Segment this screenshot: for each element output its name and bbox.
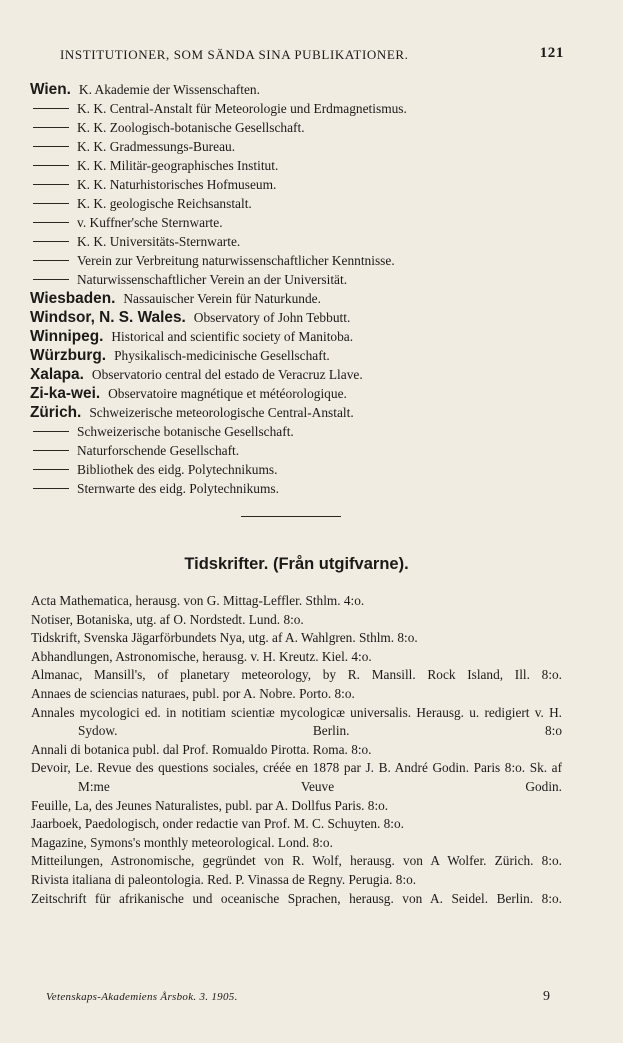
institution-entry — [30, 156, 570, 175]
ditto-dash — [33, 431, 69, 432]
institution-name: Historical and scientific society of Manitoba. — [111, 329, 354, 344]
ditto-dash — [33, 146, 69, 147]
journal-entry: Annales mycologici ed. in notitiam scientiæ mycologicæ universalis. Herausg. u. redigiert v. H. Sydow. Berlin. 8:o — [31, 704, 562, 739]
journal-entry: Abhandlungen, Astronomische, herausg. v. H. Kreutz. Kiel. 4:o. — [31, 648, 372, 664]
journal-entry: Jaarboek, Paedologisch, onder redactie van Prof. M. C. Schuyten. 8:o. — [31, 816, 404, 832]
institution-entry — [30, 403, 570, 422]
institution-entry — [30, 194, 570, 213]
institution-name: Sternwarte des eidg. Polytechnikums. — [77, 481, 279, 496]
institution-name: K. K. Central-Anstalt für Meteorologie und Erdmagnetismus. — [77, 101, 407, 116]
institution-name: Nassauischer Verein für Naturkunde. — [123, 291, 321, 306]
institution-name: Verein zur Verbreitung naturwissenschaftlicher Kenntnisse. — [77, 253, 395, 268]
ditto-dash — [33, 203, 69, 204]
journal-entry: Zeitschrift für afrikanische und oceanische Sprachen, herausg. von A. Seidel. Berlin. 8:o. — [31, 890, 562, 906]
institution-name: K. K. geologische Reichsanstalt. — [77, 196, 252, 211]
institution-name: Naturwissenschaftlicher Verein an der Universität. — [77, 272, 348, 287]
journal-entry: Mitteilungen, Astronomische, gegründet von R. Wolf, herausg. von A Wolfer. Zürich. 8:o. — [31, 853, 562, 869]
ditto-dash — [33, 260, 69, 261]
ditto-dash — [33, 469, 69, 470]
ditto-dash — [33, 184, 69, 185]
institution-entry — [30, 384, 570, 403]
journal-entry: Tidskrift, Svenska Jägarförbundets Nya, utg. af A. Wahlgren. Sthlm. 8:o. — [31, 630, 418, 646]
institution-name: K. K. Universitäts-Sternwarte. — [77, 234, 241, 249]
institution-name: Schweizerische botanische Gesellschaft. — [77, 424, 294, 439]
institution-entry — [30, 479, 570, 498]
institution-name: Schweizerische meteorologische Central-Anstalt. — [89, 405, 354, 420]
city-name: Zi-ka-wei. — [30, 385, 101, 402]
ditto-dash — [33, 165, 69, 166]
institution-name: Physikalisch-medicinische Gesellschaft. — [114, 348, 330, 363]
institution-name: Observatorio central del estado de Veracruz Llave. — [91, 367, 363, 382]
institution-entry — [30, 99, 570, 118]
institution-name: K. K. Gradmessungs-Bureau. — [77, 139, 236, 154]
institution-name: K. K. Militär-geographisches Institut. — [77, 158, 279, 173]
institution-entry — [30, 289, 570, 308]
institution-entry — [30, 251, 570, 270]
footer-source: Vetenskaps-Akademiens Årsbok. 3. 1905. — [46, 991, 238, 1003]
institution-entry — [30, 213, 570, 232]
ditto-dash — [33, 222, 69, 223]
city-name: Wien. — [30, 81, 71, 98]
ditto-dash — [33, 450, 69, 451]
page-footer — [46, 991, 550, 1003]
institution-name: Naturforschende Gesellschaft. — [77, 443, 240, 458]
section-title: Tidskrifter. (Från utgifvarne). — [184, 555, 409, 573]
institution-entry — [30, 441, 570, 460]
city-name: Xalapa. — [30, 366, 84, 383]
institution-entry — [30, 308, 570, 327]
institution-entry — [30, 175, 570, 194]
ditto-dash — [33, 108, 69, 109]
institution-entry — [30, 80, 570, 99]
footer-signature: 9 — [543, 989, 550, 1004]
institution-list — [30, 80, 570, 498]
institution-name: Observatoire magnétique et météorologique. — [108, 386, 347, 401]
ditto-dash — [33, 241, 69, 242]
city-name: Wiesbaden. — [30, 290, 116, 307]
city-name: Würzburg. — [30, 347, 107, 364]
institution-entry — [30, 137, 570, 156]
city-name: Windsor, N. S. Wales. — [30, 309, 186, 326]
institution-entry — [30, 232, 570, 251]
section-divider — [241, 516, 341, 517]
institution-name: Observatory of John Tebbutt. — [193, 310, 351, 325]
running-header — [60, 47, 564, 63]
institution-name: K. K. Zoologisch-botanische Gesellschaft. — [77, 120, 305, 135]
journal-entry: Feuille, La, des Jeunes Naturalistes, publ. par A. Dollfus Paris. 8:o. — [31, 797, 389, 813]
page-number: 121 — [539, 45, 564, 61]
journal-entry: Almanac, Mansill's, of planetary meteorology, by R. Mansill. Rock Island, Ill. 8:o. — [31, 667, 562, 683]
journal-entry: Notiser, Botaniska, utg. af O. Nordstedt. Lund. 8:o. — [31, 611, 304, 627]
ditto-dash — [33, 127, 69, 128]
ditto-dash — [33, 279, 69, 280]
institution-entry — [30, 327, 570, 346]
institution-name: Bibliothek des eidg. Polytechnikums. — [77, 462, 278, 477]
institution-name: K. Akademie der Wissenschaften. — [78, 82, 260, 97]
journal-entry: Rivista italiana di paleontologia. Red. P. Vinassa de Regny. Perugia. 8:o. — [31, 871, 417, 887]
institution-entry — [30, 270, 570, 289]
journal-entry: Annali di botanica publ. dal Prof. Romualdo Pirotta. Roma. 8:o. — [31, 741, 372, 757]
ditto-dash — [33, 488, 69, 489]
journal-entry: Devoir, Le. Revue des questions sociales, créée en 1878 par J. B. André Godin. Paris 8:o. Sk. af M:me Veuve Godin. — [31, 760, 562, 794]
institution-entry — [30, 422, 570, 441]
institution-entry — [30, 118, 570, 137]
institution-name: K. K. Naturhistorisches Hofmuseum. — [77, 177, 277, 192]
city-name: Zürich. — [30, 404, 82, 421]
city-name: Winnipeg. — [30, 328, 104, 345]
journal-entry: Acta Mathematica, herausg. von G. Mittag-Leffler. Sthlm. 4:o. — [31, 593, 365, 608]
journal-entry: Annaes de sciencias naturaes, publ. por A. Nobre. Porto. 8:o. — [31, 685, 355, 701]
institution-entry — [30, 365, 570, 384]
institution-entry — [30, 460, 570, 479]
running-title: INSTITUTIONER, SOM SÄNDA SINA PUBLIKATIONER. — [60, 47, 409, 62]
institution-entry — [30, 346, 570, 365]
journal-list — [31, 592, 562, 908]
institution-name: v. Kuffner'sche Sternwarte. — [77, 215, 223, 230]
journal-entry: Magazine, Symons's monthly meteorological. Lond. 8:o. — [31, 834, 333, 850]
